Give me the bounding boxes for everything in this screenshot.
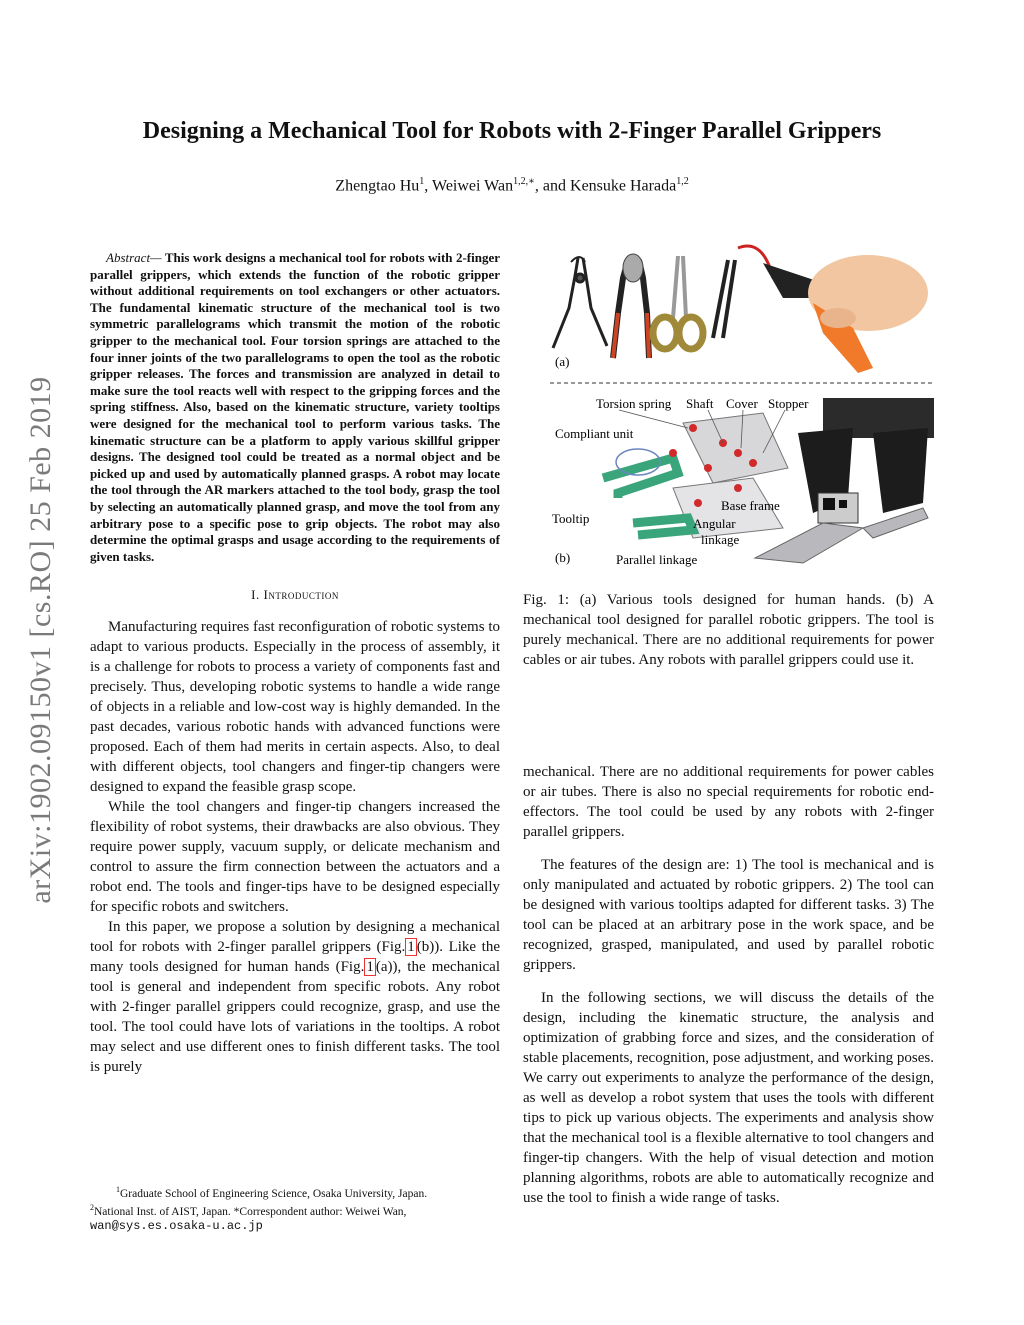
fig-label-b: (b) — [555, 550, 571, 565]
intro-p3-text-c: (a)), the mechanical tool is general and independent from specific robots. Any robot with 2-finger parallel grippers could recognize, grasp, and use the tool. The tool could have lots of variations in the tooltips. A robot may select and use different ones to finish different tasks. The tool is purely — [90, 959, 501, 1076]
label-angular-1: Angular — [693, 516, 736, 531]
label-compliant-unit: Compliant unit — [555, 426, 634, 441]
intro-paragraph-3 — [90, 917, 500, 1077]
fig-ref-link-1[interactable]: 1 — [407, 939, 415, 956]
hand-with-stripper-icon — [738, 246, 928, 373]
author-3: Kensuke Harada — [570, 177, 677, 195]
scissors-icon — [653, 256, 703, 349]
abstract-label: Abstract— — [106, 250, 162, 265]
intro-paragraph-1: Manufacturing requires fast reconfiguration of robotic systems to adapt to various products. Especially in the process of assembly, it is a challenge for robots to process a variety of components fast and precisely. Thus, developing robotic systems to handle a wide range of objects in a reliable and low-cost way is highly demanded. In the past decades, various robotic hands with advanced functions were proposed. Each of them had merits in certain aspects. Also, to deal with different objects, tool changers and finger-tip changers were designed to expand the feasible grasp scope. — [90, 619, 500, 796]
footnote-2-marker: 2 — [90, 1202, 94, 1212]
cutting-pliers-icon — [613, 254, 649, 358]
footnote-1 — [90, 1183, 500, 1201]
intro-p3-text-b: (b)). Like the many tools designed for human hands (Fig. — [90, 939, 500, 976]
author-3-affil: 1,2 — [676, 176, 689, 187]
figure-illustration — [523, 238, 934, 576]
author-1-affil: 1 — [419, 176, 425, 187]
label-shaft: Shaft — [686, 396, 714, 411]
author-2: Weiwei Wan — [432, 177, 514, 195]
label-angular-2: linkage — [701, 532, 740, 547]
author-line — [60, 176, 964, 195]
right-paragraph-1: mechanical. There are no additional requirements for power cables or air tubes. There is also no special requirements for robotic end-effectors. The tool could be used by any robots with 2-finger parallel grippers. — [523, 764, 934, 840]
footnote-2-text: National Inst. of AIST, Japan. *Correspondent author: Weiwei Wan, — [94, 1205, 407, 1218]
author-2-affil: 1,2,∗ — [513, 176, 535, 187]
pliers-icon — [553, 257, 607, 348]
label-cover: Cover — [726, 396, 758, 411]
left-column — [90, 250, 500, 1077]
arxiv-sidebar — [14, 340, 68, 940]
author-sep-2: , and — [534, 177, 571, 195]
label-base-frame: Base frame — [721, 498, 780, 513]
footnote-1-marker: 1 — [116, 1185, 120, 1194]
paper-title: Designing a Mechanical Tool for Robots with 2-Finger Parallel Grippers — [142, 118, 882, 144]
abstract-text: This work designs a mechanical tool for robots with 2-finger parallel grippers, which extends the function of the robotic gripper without additional requirements on tool exchangers or other actuators. The fundamental kinematic structure of the mechanical tool is two symmetric parallelograms which transmit the motion of the robotic gripper to the mechanical tool. Four torsion springs are attached to the four inner joints of the two parallelograms to open the tool as the robotic gripper releases. The forces and transmission are analyzed in detail to make sure the tool reacts well with respect to the gripping forces and the spring stiffness. Also, based on the kinematic structure, variety tooltips were designed for the mechanical tool to perform various tasks. The kinematic structure can be a platform to apply various skillful gripper designs. The designed tool could be treated as a normal object and be picked up and used by automatically planned grasps. A robot may locate the tool through the AR markers attached to the tool body, grasp the tool by selecting an automatically planned grasp, and move the tool from any arbitrary pose to a specific pose to grip objects. The robot may also determine the optimal grasps and usage according to the requirements of given tasks. — [90, 250, 500, 564]
robot-gripper-photo — [755, 398, 934, 563]
figure-1-caption: Fig. 1: (a) Various tools designed for human hands. (b) A mechanical tool designed for parallel robotic grippers. The tool is purely mechanical. There are no additional requirements for power cables or air tubes. Any robots with parallel grippers could use it. — [523, 592, 934, 668]
figure-1-image — [523, 238, 934, 576]
right-column-body — [523, 762, 934, 1208]
author-sep-1: , — [424, 177, 432, 195]
right-paragraph-3: In the following sections, we will discuss the details of the design, including the kinematic structure, the analysis and optimization of grabbing force and sizes, and the consideration of stable placements, recognition, pose adjustment, and working poses. We carry out experiments to analyze the performance of the design, as well as develop a robot system that uses the tools with different tips to pick up various objects. The experiments and analysis show that the mechanical tool is a flexible alternative to tool changers and finger-tip changers. With the help of visual detection and motion planning algorithms, robots are able to automatically recognize and use the tool to finish a wide range of tasks. — [523, 990, 934, 1206]
figure-1 — [523, 238, 934, 670]
tweezers-icon — [713, 260, 735, 338]
fig-ref-link-2[interactable]: 1 — [366, 959, 374, 976]
footnote-2 — [90, 1201, 500, 1219]
intro-p3-text-a: In this paper, we propose a solution by designing a mechanical tool for robots with 2-finger parallel grippers (Fig. — [90, 919, 500, 956]
footnote-email[interactable]: wan@sys.es.osaka-u.ac.jp — [90, 1218, 263, 1233]
abstract — [90, 250, 500, 565]
intro-paragraph-2: While the tool changers and finger-tip changers increased the flexibility of robot systems, their drawbacks are also obvious. They require power supply, vacuum supply, or delicate mechanism and control to assure the firm connection between the actuators and a robot end. The tools and finger-tips have to be designed especially for specific robots and switchers. — [90, 799, 500, 916]
section-heading-introduction: I. Introduction — [251, 587, 339, 603]
author-1: Zhengtao Hu — [335, 177, 420, 195]
footnotes — [90, 1183, 500, 1233]
label-tooltip: Tooltip — [552, 511, 590, 526]
label-parallel-linkage: Parallel linkage — [616, 552, 698, 567]
fig-label-a: (a) — [555, 354, 570, 369]
footnote-1-text: Graduate School of Engineering Science, Osaka University, Japan. — [120, 1187, 428, 1200]
arxiv-id: arXiv:1902.09150v1 [cs.RO] 25 Feb 2019 — [24, 376, 57, 904]
label-torsion-spring: Torsion spring — [596, 396, 672, 411]
label-stopper: Stopper — [768, 396, 809, 411]
right-paragraph-2: The features of the design are: 1) The tool is mechanical and is only manipulated and actuated by robotic grippers. 2) The tool can be designed with various tooltips adapted for different tasks. 3) The tool can be placed at an arbitrary pose in the work space, and be recognized, grasped, manipulated, and used by parallel robotic grippers. — [523, 857, 934, 973]
